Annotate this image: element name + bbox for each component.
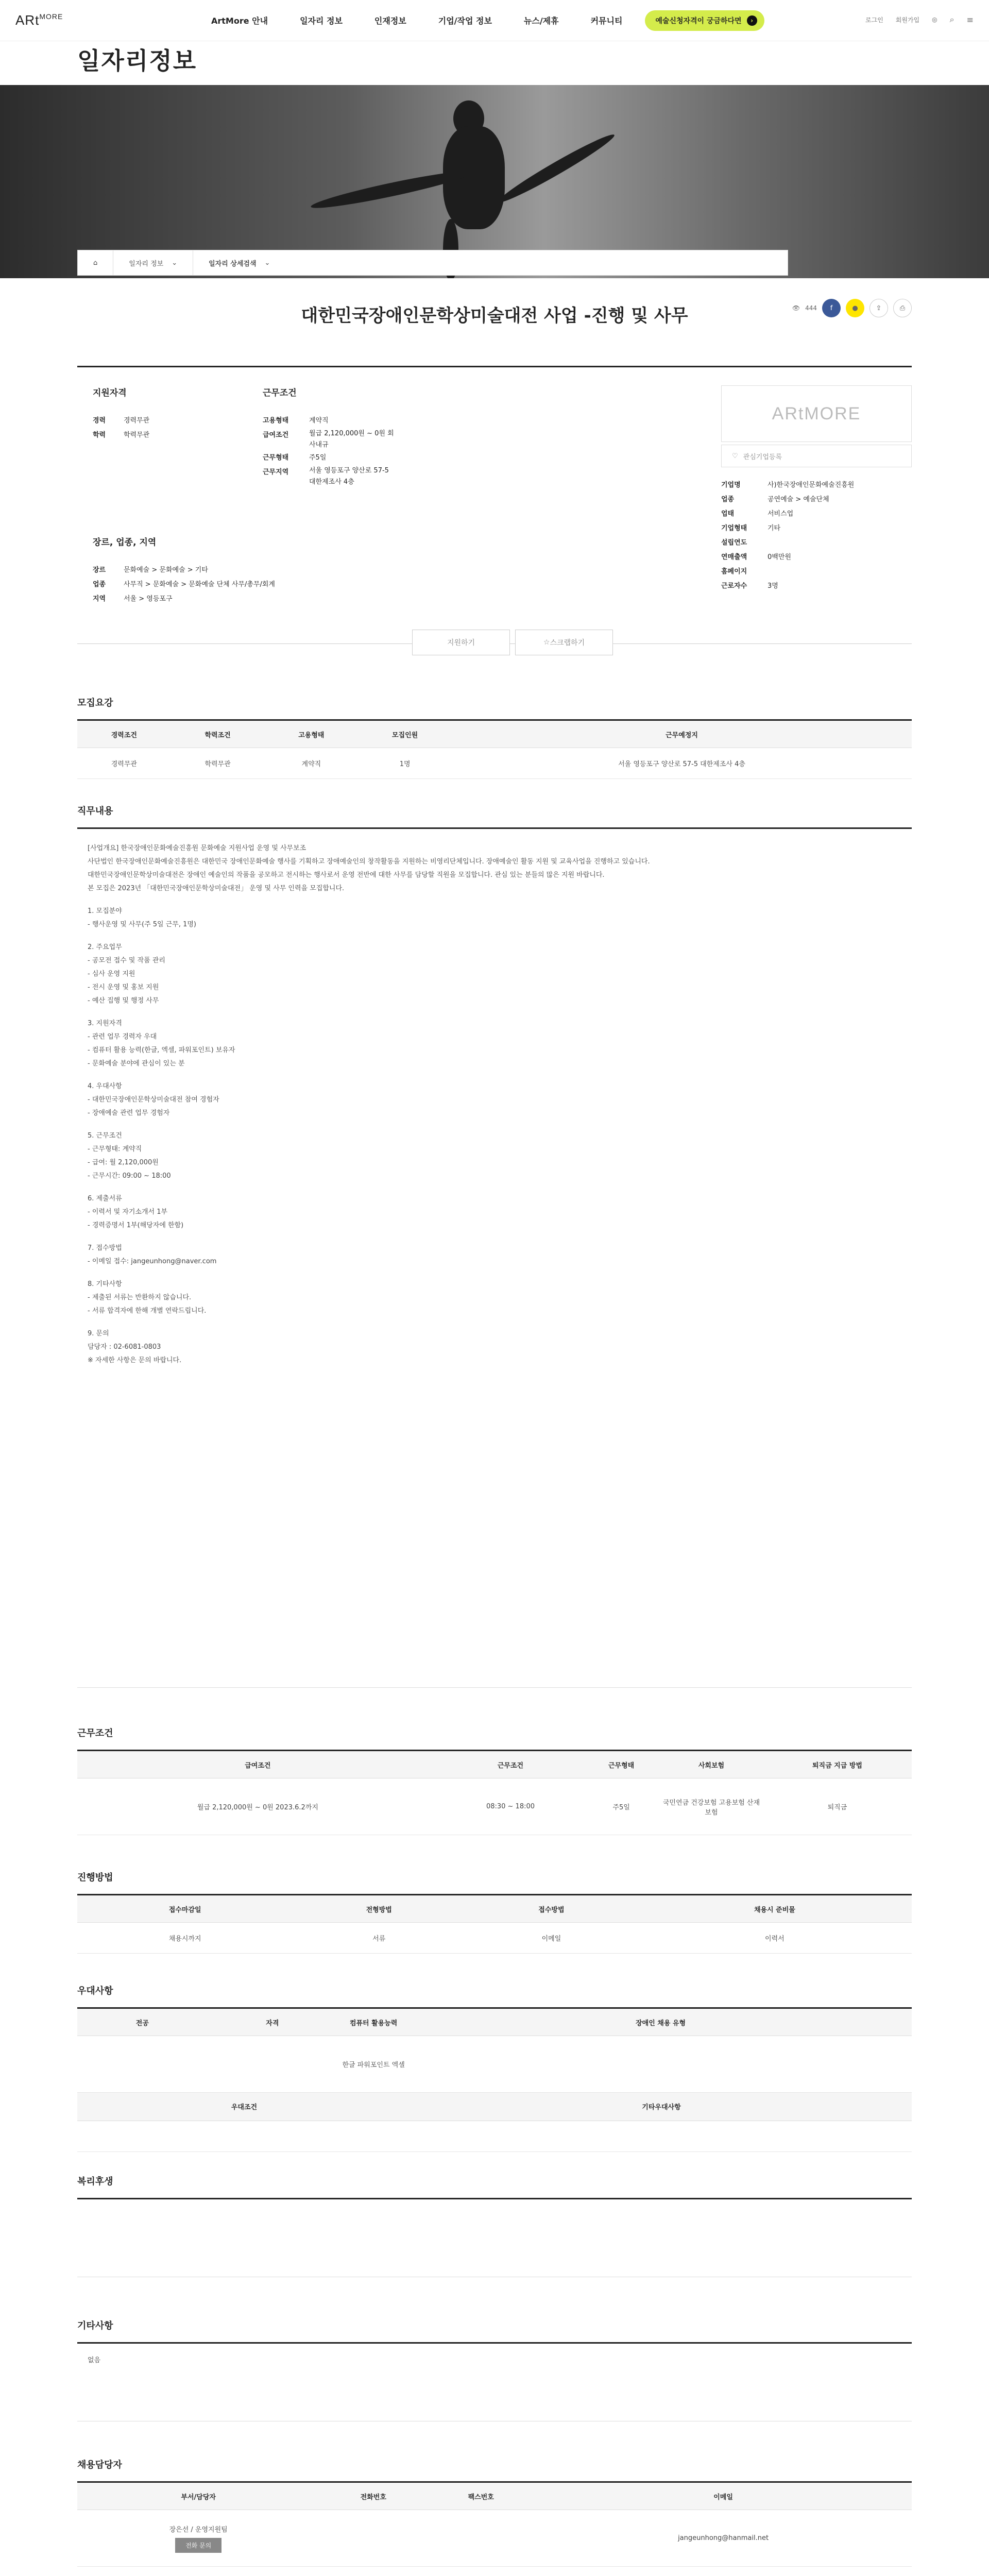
duty-line: 6. 제출서류 [88, 1195, 122, 1202]
duty-line: 4. 우대사항 [88, 1082, 122, 1090]
login-link[interactable]: 로그인 [865, 16, 883, 24]
welfare-section [77, 2174, 912, 2277]
duty-line: - 대한민국장애인문학상미술대전 참여 경험자 [88, 1096, 219, 1104]
eye-icon: 👁 [792, 304, 800, 312]
join-link[interactable]: 회원가입 [895, 16, 920, 24]
main-nav [211, 14, 622, 26]
nav-item-company[interactable]: 기업/작업 정보 [438, 16, 492, 26]
duty-line: - 서류 합격자에 한해 개별 연락드립니다. [88, 1307, 207, 1315]
preference-table-2: 우대조건 기타우대사항 [77, 2093, 912, 2152]
job-summary [77, 366, 912, 644]
star-icon: ☆ [543, 638, 550, 647]
duty-line: 본 모집은 2023년 「대한민국장애인문학상미술대전」 운영 및 사무 인력을 모집합니다. [88, 885, 345, 892]
duty-line: 9. 문의 [88, 1330, 109, 1337]
duty-line: - 관련 업무 경력자 우대 [88, 1033, 157, 1041]
nav-item-artmore[interactable]: ArtMore 안내 [211, 16, 268, 26]
duty-line: - 문화예술 분야에 관심이 있는 분 [88, 1060, 185, 1067]
print-icon[interactable]: ⎙ [893, 299, 912, 317]
site-logo[interactable]: ARt$^{MORE}$ [15, 12, 63, 28]
recruit-table: 경력조건 학력조건 고용형태 모집인원 근무예정지 경력무관 학력무관 계약직 1명 서울 영등포구 양산로 57-5 대한제조사 4층 [77, 719, 912, 779]
home-icon[interactable]: ⌂ [78, 250, 113, 275]
company-logo: ARtMORE [721, 385, 912, 442]
contact-table: 부서/담당자 전화번호 팩스번호 이메일 장은선 / 운영지원팀 전화 문의 jangeunhong@hanmail.net [77, 2481, 912, 2567]
heart-icon: ♡ [732, 452, 738, 460]
section-title: 진행방법 [77, 1872, 113, 1883]
duty-line: - 예산 집행 및 행정 사무 [88, 997, 159, 1005]
chevron-down-icon: ⌄ [264, 259, 270, 267]
recruit-section [77, 696, 912, 779]
duty-line: ※ 자세한 사항은 문의 바랍니다. [88, 1357, 182, 1364]
duty-line: 3. 지원자격 [88, 1020, 122, 1027]
qualification-block: 지원자격 경력 경력무관 학력 학력무관 [93, 388, 150, 439]
duty-line: 2. 주요업무 [88, 943, 122, 951]
duty-line: 담당자 : 02-6081-0803 [88, 1343, 161, 1351]
duty-line: - 장애예술 관련 업무 경험자 [88, 1109, 170, 1117]
menu-icon[interactable]: ≡ [966, 14, 974, 25]
duty-line: - 공모전 접수 및 작품 관리 [88, 957, 165, 964]
duty-line: 대한민국장애인문학상미술대전은 장애인 예술인의 작품을 공모하고 전시하는 행사로서 운영 전반에 대한 사무를 담당할 직원을 모집합니다. 관심 있는 분들의 많은 지원 바랍니다. [88, 871, 605, 879]
nav-item-jobs[interactable]: 일자리 정보 [300, 16, 343, 26]
field-block: 장르, 업종, 지역 장르 문화예술 > 문화예술 > 기타 업종 사무직 > 문화예술 > 문화예술 단체 사무/총무/회계 지역 서울 > 영등포구 [93, 537, 275, 603]
duty-line: [사업개요] 한국장애인문화예술진흥원 문화예술 지원사업 운영 및 사무보조 [88, 844, 306, 852]
search-icon[interactable]: ⌕ [949, 14, 954, 24]
phone-inquiry-button[interactable]: 전화 문의 [175, 2538, 221, 2553]
page-title: 일자리정보 [77, 47, 197, 75]
etc-text: 없음 [88, 2357, 101, 2364]
duty-line: 8. 기타사항 [88, 1280, 122, 1288]
section-title: 우대사항 [77, 1986, 113, 1996]
duty-line: - 경력증명서 1부(해당자에 한함) [88, 1222, 184, 1229]
share-icon[interactable]: ⇪ [869, 299, 888, 317]
nav-item-community[interactable]: 커뮤니티 [590, 16, 623, 26]
process-table: 접수마감일 전형방법 접수방법 채용시 준비물 채용시까지 서류 이메일 이력서 [77, 1894, 912, 1954]
preference-table: 전공 자격 컴퓨터 활용능력 장애인 채용 유형 한글 파워포인트 엑셀 [77, 2007, 912, 2093]
duty-line: 7. 접수방법 [88, 1244, 122, 1252]
scrap-button[interactable]: ☆ 스크랩하기 [515, 630, 613, 655]
site-header [0, 0, 989, 41]
contact-section [77, 2458, 912, 2567]
section-title: 기타사항 [77, 2318, 912, 2344]
preference-section [77, 1984, 912, 2152]
duty-line: - 전시 운영 및 홍보 지원 [88, 984, 159, 991]
process-section [77, 1870, 912, 1954]
nav-item-talent[interactable]: 인재정보 [374, 16, 406, 26]
work-table: 급여조건 근무조건 근무형태 사회보험 퇴직금 지급 방법 월급 2,120,000원 ~ 0원 2023.6.2까지 08:30 ~ 18:00 주5일 국민연금 건강보험 고용보험 산재보험 퇴직금 [77, 1750, 912, 1835]
duty-line: - 급여: 월 2,120,000원 [88, 1159, 159, 1166]
favorite-company-button[interactable]: ♡ 관심기업등록 [721, 445, 912, 467]
condition-block: 근무조건 고용형태 계약직 급여조건 월급 2,120,000원 ~ 0원 회사내규 근무형태 주5일 근무지역 서울 영등포구 양산로 57-5 대한제조사 4층 [263, 388, 394, 486]
breadcrumb-item[interactable]: 일자리 정보 ⌄ [113, 250, 193, 275]
chevron-down-icon: ⌄ [172, 259, 178, 267]
work-section [77, 1726, 912, 1835]
duty-line: - 이메일 접수: jangeunhong@naver.com [88, 1258, 217, 1265]
breadcrumb [77, 250, 788, 276]
duty-line: - 행사운영 및 사무(주 5일 근무, 1명) [88, 921, 196, 928]
duty-line: 5. 근무조건 [88, 1132, 122, 1140]
duty-line: - 이력서 및 자기소개서 1부 [88, 1208, 168, 1216]
duty-line: 1. 모집분야 [88, 907, 122, 915]
apply-button[interactable]: 지원하기 [412, 630, 510, 655]
duty-content [77, 827, 912, 1688]
duty-line: 사단법인 한국장애인문화예술진흥원은 대한민국 장애인문화예술 행사를 기획하고 장애예술인의 창작활동을 지원하는 비영리단체입니다. 장애예술인 활동 지원 및 교육사업을 진행하고 있습니다. [88, 858, 650, 866]
section-title: 모집요강 [77, 698, 113, 708]
section-title: 복리후생 [77, 2174, 912, 2199]
globe-icon[interactable]: ◎ [932, 16, 937, 23]
section-title: 직무내용 [77, 806, 113, 817]
duty-line: - 제출된 서류는 반환하지 않습니다. [88, 1294, 192, 1301]
breadcrumb-item[interactable]: 일자리 상세검색 ⌄ [209, 259, 270, 268]
job-title: 대한민국장애인문학상미술대전 사업 -진행 및 사무 [301, 306, 688, 326]
nav-item-news[interactable]: 뉴스/제휴 [523, 16, 559, 26]
duty-line: - 컴퓨터 활용 능력(한글, 엑셀, 파워포인트) 보유자 [88, 1046, 235, 1054]
kakao-icon[interactable]: ● [846, 299, 864, 317]
duty-section [77, 804, 912, 1688]
hero-image [0, 85, 989, 278]
etc-section [77, 2318, 912, 2421]
qualification-cta-button[interactable]: 예술신청자격이 궁금하다면 › [645, 10, 764, 31]
arrow-right-icon: › [747, 15, 757, 26]
util-menu [865, 14, 974, 25]
share-bar [792, 299, 912, 317]
company-info: 기업명 사)한국장애인문화예술진흥원 업종 공연예술 > 예술단체 업태 서비스업 기업형태 기타 설립연도 연매출액 0백만원 홈페이지 근로자수 3명 [721, 481, 855, 590]
view-count: 444 [805, 304, 817, 312]
section-title: 채용담당자 [77, 2460, 122, 2470]
duty-line: - 근무형태: 계약직 [88, 1145, 142, 1153]
duty-line: - 심사 운영 지원 [88, 970, 135, 978]
duty-line: - 근무시간: 09:00 ~ 18:00 [88, 1172, 171, 1180]
action-buttons [412, 630, 613, 655]
section-title: 근무조건 [77, 1728, 113, 1739]
facebook-icon[interactable]: f [822, 299, 841, 317]
